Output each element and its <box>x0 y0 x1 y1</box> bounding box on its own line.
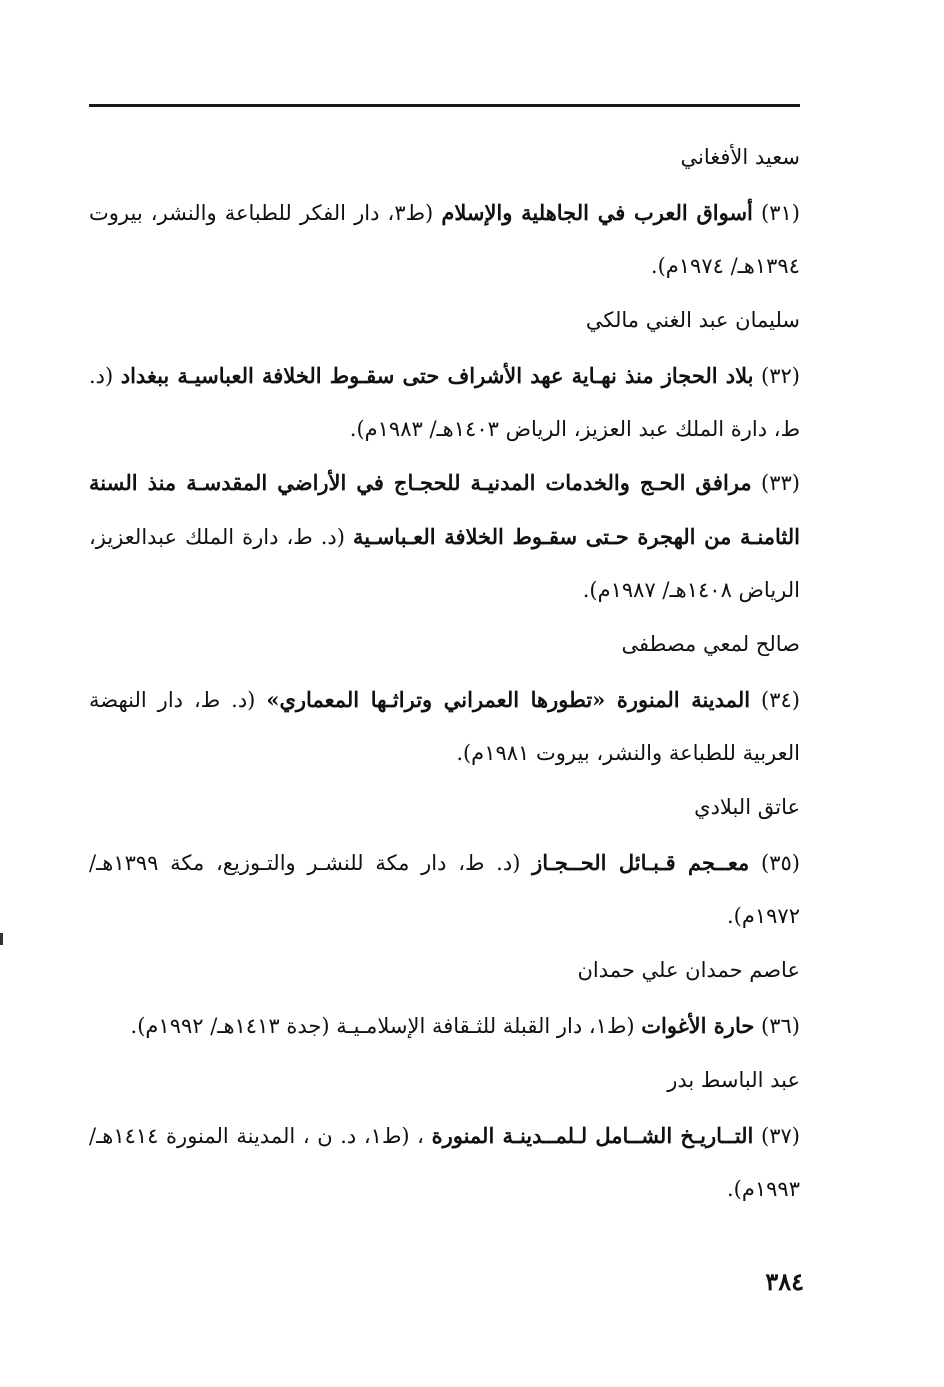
author-name: عاصم حمدان علي حمدان <box>577 958 800 982</box>
section-mustafa <box>89 629 800 780</box>
bibliography-entry <box>89 1109 800 1216</box>
entry-details: (د. ط، دارة الملك عبدالعزيز، الرياض ١٤٠٨هـ/ ١٩٨٧م). <box>89 525 800 602</box>
section-hamdan <box>89 955 800 1053</box>
section-maliki <box>89 305 800 617</box>
bibliography-entry <box>89 456 800 617</box>
bibliography-entry <box>89 349 800 456</box>
entry-details: (ط١، دار القبلة للثـقافة الإسلامـيـة (جدة ١٤١٣هـ/ ١٩٩٢م). <box>130 1014 642 1038</box>
header-rule <box>89 104 800 107</box>
entry-details: (د. ط، دار النهضة العربية للطباعة والنشر، بيروت ١٩٨١م). <box>89 688 800 765</box>
bibliography-entry <box>89 186 800 293</box>
entry-title: حارة الأغوات <box>641 1013 755 1038</box>
entry-details: (د. ط، دارة الملك عبد العزيز، الرياض ١٤٠٣هـ/ ١٩٨٣م). <box>89 364 800 441</box>
entry-number: (٣٣) <box>761 471 800 495</box>
entry-title: المدينة المنورة «تطورها العمراني وتراثـها المعماري» <box>266 687 751 712</box>
entry-title: معــجم قـبـائل الحــجـاز <box>532 850 750 875</box>
entry-title: بلاد الحجاز منذ نهـاية عهد الأشراف حتى سقـوط الخلافة العباسيـة ببغداد <box>120 363 754 388</box>
bibliography-entry <box>89 836 800 943</box>
entry-number: (٣٦) <box>761 1014 800 1038</box>
entry-title: مرافق الحـج والخدمات المدنيـة للحجـاج في الأراضي المقدسـة منذ السنة الثامنـة من الهجرة حـتى سقـوط الخلافة العـباسـية <box>89 470 800 549</box>
author-name: عبد الباسط بدر <box>667 1068 800 1092</box>
author-name: سعيد الأفغاني <box>680 145 800 169</box>
page-number: ٣٨٤ <box>765 1267 804 1296</box>
bibliography-entry <box>89 673 800 780</box>
author-name: سليمان عبد الغني مالكي <box>585 308 800 332</box>
entry-details: ، (ط١، د. ن ، المدينة المنورة ١٤١٤هـ/ ١٩٩٣م). <box>89 1124 800 1201</box>
entry-number: (٣١) <box>761 201 800 225</box>
entry-number: (٣٢) <box>761 364 800 388</box>
entry-details: (د. ط، دار مكة للنشـر والتـوزيع، مكة ١٣٩٩هـ/ ١٩٧٢م). <box>89 851 800 928</box>
section-badr <box>89 1065 800 1216</box>
entry-number: (٣٥) <box>761 851 800 875</box>
author-name: صالح لمعي مصطفى <box>621 632 800 656</box>
entry-title: التــاريـخ الشــامل لـلمــدينـة المنورة <box>431 1123 754 1148</box>
bibliography-body <box>89 130 800 1216</box>
bibliography-entry <box>89 999 800 1053</box>
entry-title: أسواق العرب في الجاهلية والإسلام <box>441 200 753 225</box>
entry-number: (٣٤) <box>761 688 800 712</box>
entry-number: (٣٧) <box>761 1124 800 1148</box>
entry-details: (ط٣، دار الفكر للطباعة والنشر، بيروت ١٣٩٤هـ/ ١٩٧٤م). <box>89 201 800 278</box>
scan-edge-mark <box>0 933 3 945</box>
section-biladi <box>89 792 800 943</box>
author-name: عاتق البلادي <box>694 795 800 819</box>
section-afghani <box>89 142 800 293</box>
